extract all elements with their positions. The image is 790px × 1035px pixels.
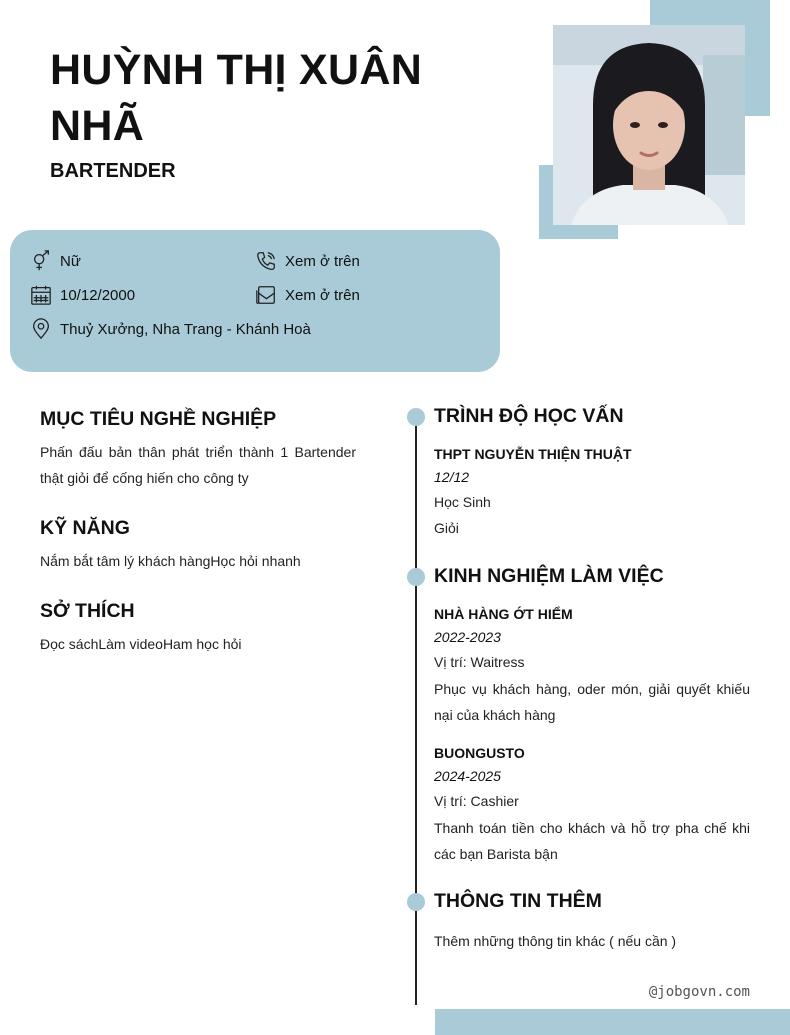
education-dot <box>407 408 425 426</box>
education-date: 12/12 <box>434 469 470 485</box>
objective-title: MỤC TIÊU NGHỀ NGHIỆP <box>40 408 277 430</box>
experience-desc-2: Thanh toán tiền cho khách và hỗ trợ pha chế khi các bạn Barista bận <box>434 820 750 862</box>
experience-company-2: BUONGUSTO <box>434 745 525 761</box>
extra-dot <box>407 893 425 911</box>
personal-info-panel <box>10 230 500 372</box>
email-value: Xem ở trên <box>285 286 360 304</box>
phone-value: Xem ở trên <box>285 252 360 270</box>
skills-title: KỸ NĂNG <box>40 517 130 539</box>
gender-value: Nữ <box>60 252 81 270</box>
birthdate-row <box>30 284 135 306</box>
gender-row <box>30 250 81 272</box>
phone-row <box>255 250 360 272</box>
address-row <box>30 318 311 340</box>
extra-text: Thêm những thông tin khác ( nếu cần ) <box>434 933 677 949</box>
experience-date-1: 2022-2023 <box>434 629 501 645</box>
experience-date-2: 2024-2025 <box>434 768 501 784</box>
hobbies-title: SỞ THÍCH <box>40 600 135 622</box>
envelope-icon <box>255 284 277 306</box>
education-line-2: Giỏi <box>434 520 459 536</box>
decorative-bottom-bar <box>435 1009 790 1035</box>
timeline-line <box>415 415 417 1005</box>
candidate-name: HUỲNH THỊ XUÂN NHÃ <box>50 46 423 150</box>
experience-position-2: Vị trí: Cashier <box>434 793 519 809</box>
education-title: TRÌNH ĐỘ HỌC VẤN <box>434 405 624 427</box>
experience-desc-1: Phục vụ khách hàng, oder món, giải quyết khiếu nại của khách hàng <box>434 681 750 723</box>
candidate-role: BARTENDER <box>50 160 176 182</box>
gender-icon <box>30 250 52 272</box>
location-pin-icon <box>30 318 52 340</box>
birthdate-value: 10/12/2000 <box>60 286 136 304</box>
phone-icon <box>255 250 277 272</box>
watermark: @jobgovn.com <box>648 984 750 1000</box>
extra-title: THÔNG TIN THÊM <box>434 890 602 912</box>
email-row <box>255 284 360 306</box>
hobbies-text: Đọc sáchLàm videoHam học hỏi <box>40 636 242 652</box>
skills-text: Nắm bắt tâm lý khách hàngHọc hỏi nhanh <box>40 553 301 569</box>
experience-dot <box>407 568 425 586</box>
education-school: THPT NGUYỄN THIỆN THUẬT <box>434 446 632 462</box>
experience-title: KINH NGHIỆM LÀM VIỆC <box>434 565 664 587</box>
objective-text: Phấn đấu bản thân phát triển thành 1 Bartender thật giỏi để cống hiến cho công ty <box>40 444 356 486</box>
address-value: Thuỷ Xưởng, Nha Trang - Khánh Hoà <box>60 320 311 338</box>
education-line-1: Học Sinh <box>434 494 491 510</box>
profile-photo <box>553 25 745 225</box>
portrait-illustration <box>553 25 745 225</box>
calendar-icon <box>30 284 52 306</box>
experience-position-1: Vị trí: Waitress <box>434 654 525 670</box>
experience-company-1: NHÀ HÀNG ỚT HIỂM <box>434 606 573 622</box>
